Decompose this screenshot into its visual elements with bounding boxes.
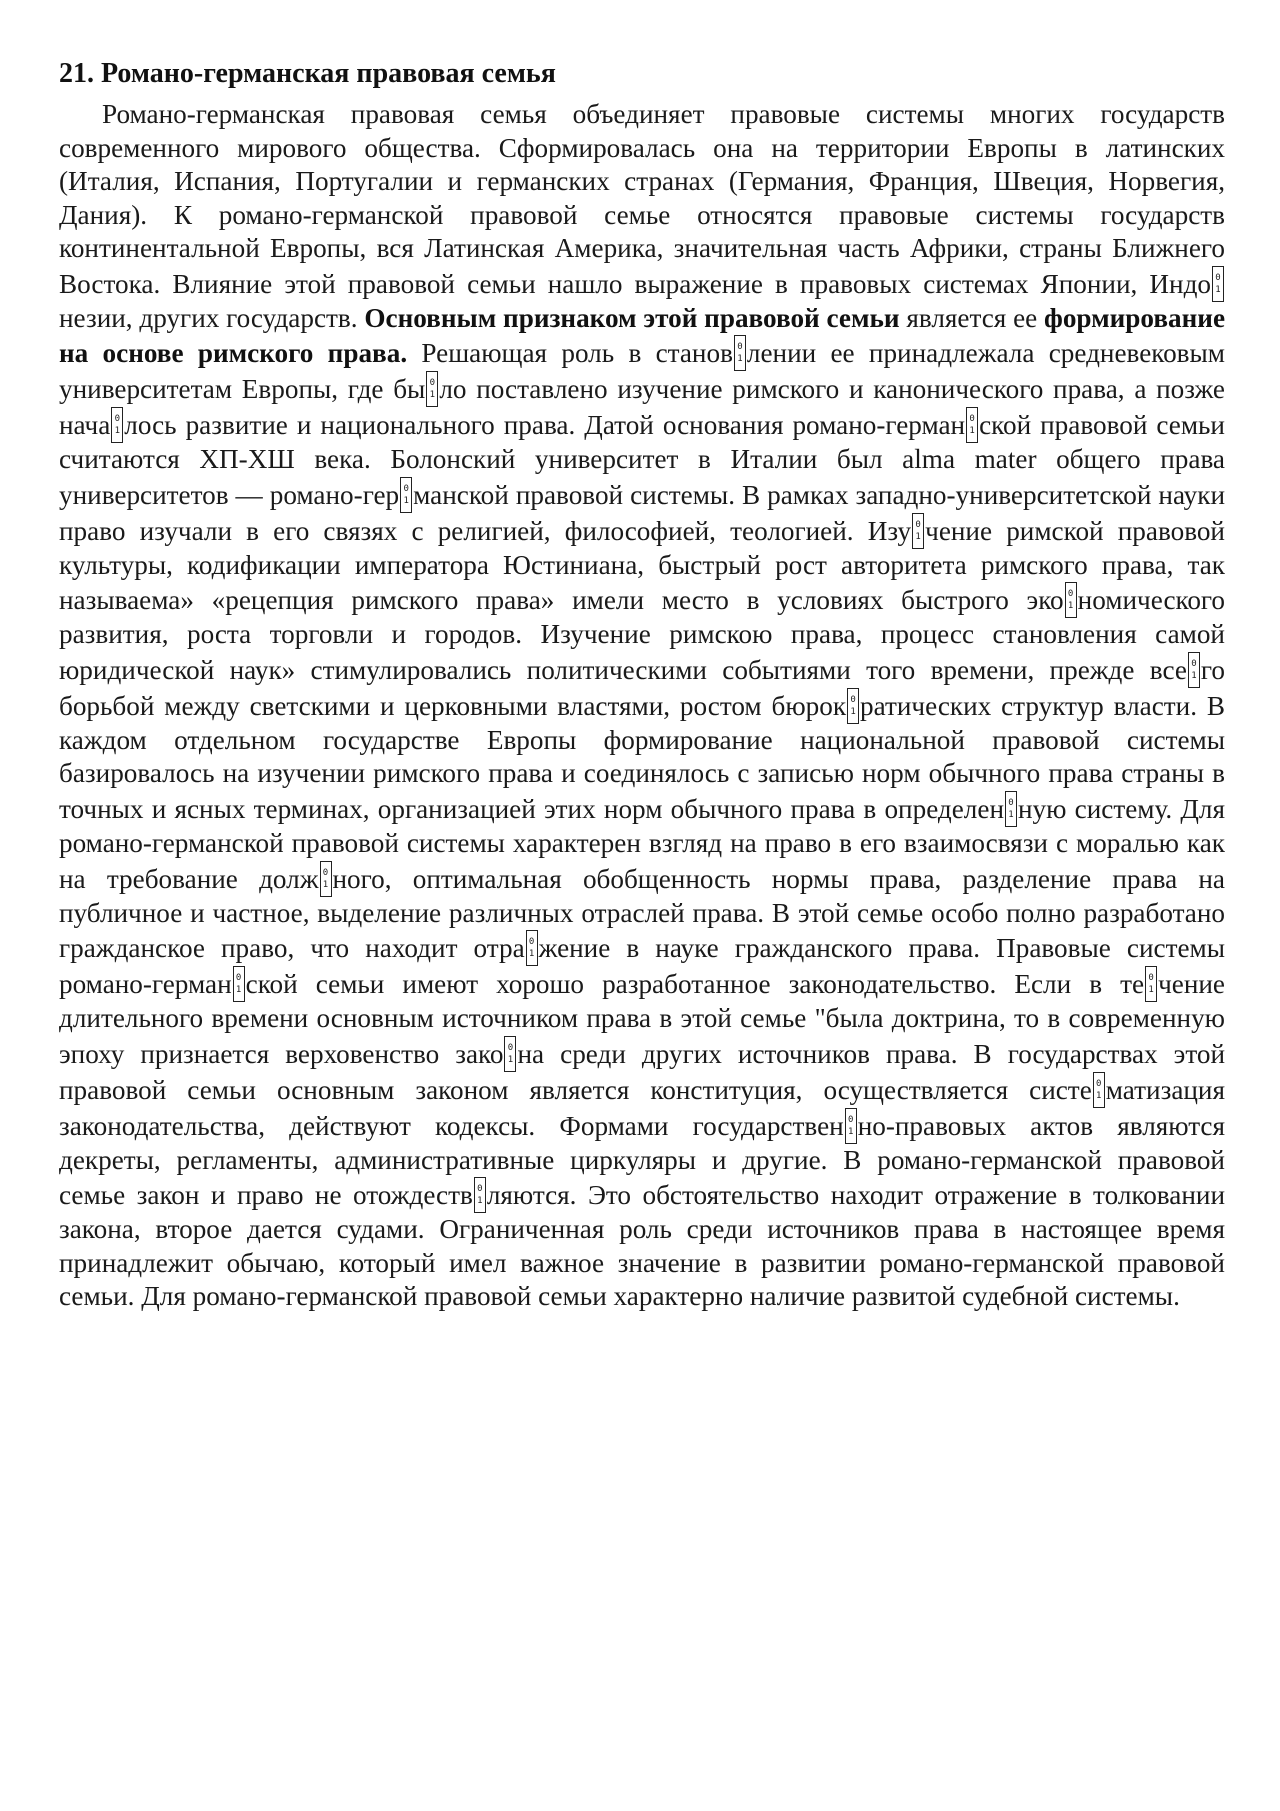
text-run: чение римской правовой культуры, кодификации императора Юстиниана, быстрый рост авторитета римского права, так называема» «рецепция римского права» имели место в условиях быстрого эко	[59, 515, 1225, 616]
text-run: ской семьи имеют хорошо разработанное законодательство. Если в те	[245, 969, 1145, 1000]
text-run: ло поставлено изучение римского и канонического права, а позже нача	[59, 374, 1225, 441]
text-run: Решающая роль в станов	[407, 338, 733, 369]
text-run: го борьбой между светскими и церковными властями, ростом бюрок	[59, 654, 1225, 721]
text-run: ного, оптимальная обобщенность нормы права, разделение права на публичное и частное, выделение различных отраслей права. В этой семье особо полно разработано гражданское право, что находит отра	[59, 863, 1225, 964]
missing-glyph-icon	[912, 513, 924, 549]
missing-glyph-icon	[504, 1036, 516, 1072]
text-run: жение в науке гражданского права. Правовые системы романо-герман	[59, 933, 1225, 1000]
text-run: но-правовых актов являются декреты, регламенты, административные циркуляры и другие. В романо-германской правовой семье закон и право не отождеств	[59, 1110, 1225, 1211]
missing-glyph-icon	[1188, 652, 1200, 688]
document-page	[59, 58, 1225, 1314]
body-paragraph	[59, 98, 1225, 1314]
missing-glyph-icon	[1212, 266, 1224, 302]
missing-glyph-icon	[1065, 582, 1077, 618]
text-run: матизация законодательства, действуют кодексы. Формами государствен	[59, 1074, 1225, 1141]
page-title: 21. Романо-германская правовая семья	[59, 58, 556, 89]
text-run: лось развитие и национального права. Датой основания романо-герман	[124, 410, 966, 441]
missing-glyph-icon	[966, 407, 978, 443]
bold-run: Основным признаком этой правовой семьи	[364, 302, 900, 333]
missing-glyph-icon	[1145, 966, 1157, 1002]
text-run: является ее	[899, 302, 1045, 333]
missing-glyph-icon	[1005, 791, 1017, 827]
text-run: Романо-германская правовая семья объединяет правовые системы многих государств современного мирового общества. Сформировалась она на территории Европы в латинских (Италия, Испания, Португалии и германских странах (Германия, Франция, Швеция, Норвегия, Дания). К романо-германской правовой семье относятся правовые системы государств континентальной Европы, вся Латинская Америка, значительная часть Африки, страны Ближнего Востока. Влияние этой правовой семьи нашло выражение в правовых системах Японии, Индо	[59, 99, 1225, 299]
text-run: лении ее принадлежала средневековым университетам Европы, где бы	[59, 338, 1225, 405]
text-run: манской правовой системы. В рамках западно-университетской науки право изучали в его связях с религией, философией, теологией. Изу	[59, 479, 1225, 546]
missing-glyph-icon	[847, 688, 859, 724]
text-run: ляются. Это обстоятельство находит отражение в толковании закона, второе дается судами. Ограниченная роль среди источников права в настоящее время принадлежит обычаю, который имел важное значение в развитии романо-германской правовой семьи. Для романо-германской правовой семьи характерно наличие развитой судебной системы.	[59, 1180, 1225, 1312]
text-run: ную систему. Для романо-германской правовой системы характерен взгляд на право в его взаимосвязи с моралью как на требование долж	[59, 794, 1226, 894]
missing-glyph-icon	[400, 477, 412, 513]
missing-glyph-icon	[1093, 1072, 1105, 1108]
missing-glyph-icon	[111, 407, 123, 443]
text-run: ратических структур власти. В каждом отдельном государстве Европы формирование национальной правовой системы базировалось на изучении римского права и соединялось с записью норм обычного права страны в точных и ясных терминах, организацией этих норм обычного права в определен	[59, 690, 1226, 825]
missing-glyph-icon	[845, 1108, 857, 1144]
text-run: на среди других источников права. В государствах этой правовой семьи основным законом является конституция, осуществляется систе	[59, 1038, 1225, 1105]
missing-glyph-icon	[320, 861, 332, 897]
text-run: номического развития, роста торговли и городов. Изучение римскою права, процесс становления самой юридической наук» стимулировались политическими событиями того времени, прежде все	[59, 585, 1225, 685]
text-run: чение длительного времени основным источником права в этой семье "была доктрина, то в современную эпоху признается верховенство зако	[59, 969, 1225, 1069]
text-run: незии, других государств.	[59, 302, 365, 333]
bold-run: формирование на основе римского права.	[59, 302, 1226, 369]
missing-glyph-icon	[233, 966, 245, 1002]
missing-glyph-icon	[426, 371, 438, 407]
missing-glyph-icon	[734, 335, 746, 371]
text-run: ской правовой семьи считаются ХП-ХШ века. Болонский университет в Италии был alma mater общего права университетов — романо-гер	[59, 410, 1225, 510]
missing-glyph-icon	[474, 1177, 486, 1213]
missing-glyph-icon	[526, 930, 538, 966]
